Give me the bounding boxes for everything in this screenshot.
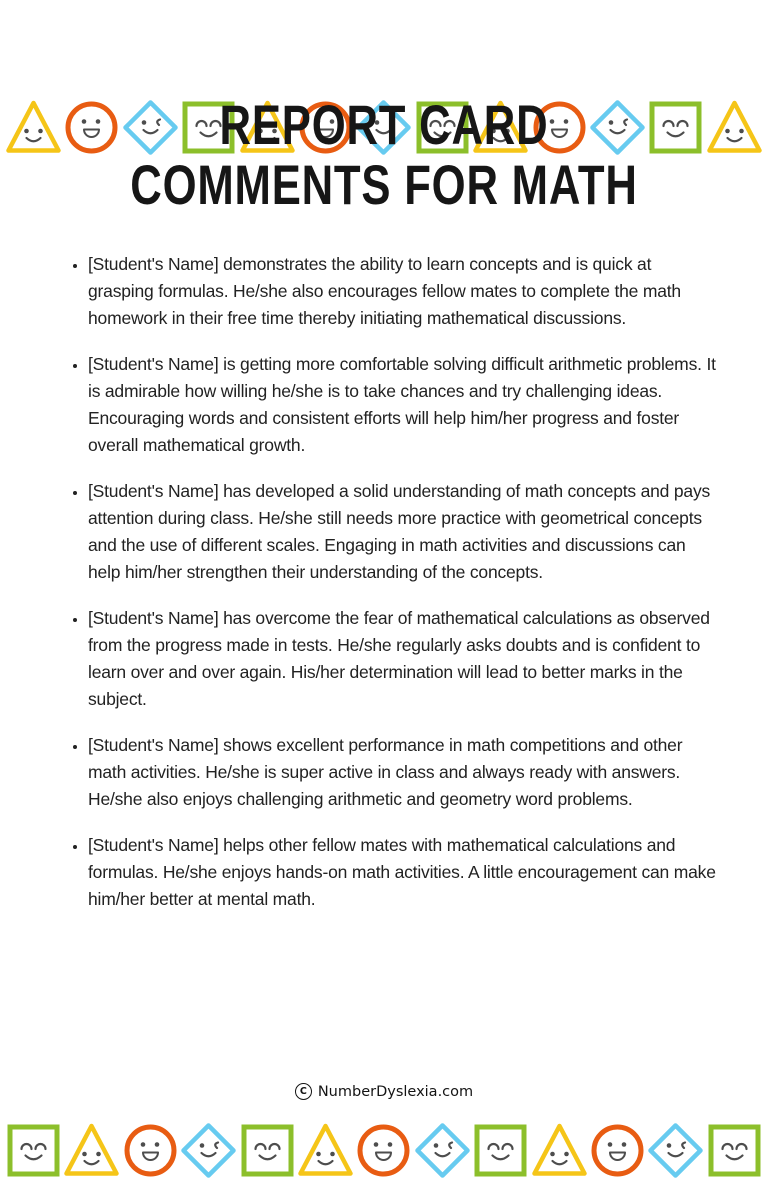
circle-smiley-icon — [589, 1122, 646, 1179]
square-smiley-icon — [472, 1122, 529, 1179]
comment-item: • [Student's Name] helps other fellow mates with mathematical calculations and formulas. He/she enjoys hands-on math activities. A little encouragement can make him/her better at mental math. — [88, 832, 720, 913]
page-title-line2: COMMENTS FOR MATH — [130, 153, 638, 216]
circle-smiley-icon — [355, 1122, 412, 1179]
comment-item: • [Student's Name] is getting more comfortable solving difficult arithmetic problems. It is admirable how willing he/she is to take chances and try challenging ideas. Encouraging words and consistent efforts will help him/her progress and foster overall mathematical growth. — [88, 351, 720, 459]
comment-item: • [Student's Name] has developed a solid understanding of math concepts and pays attention during class. He/she still needs more practice with geometrical concepts and the use of different scales. Engaging in math activities and discussions can help him/her strengthen their understanding of the concepts. — [88, 478, 720, 586]
comment-item: • [Student's Name] has overcome the fear of mathematical calculations as observed from the progress made in tests. He/she regularly asks doubts and is confident to learn over and over again. His/her determination will lead to better marks in the subject. — [88, 605, 720, 713]
comment-item: • [Student's Name] demonstrates the ability to learn concepts and is quick at grasping formulas. He/she also encourages fellow mates to complete the math homework in their free time thereby initiating mathematical discussions. — [88, 251, 720, 332]
circle-smiley-icon — [122, 1122, 179, 1179]
triangle-smiley-icon — [63, 1122, 120, 1179]
comments-list — [0, 251, 768, 913]
diamond-smiley-icon — [647, 1122, 704, 1179]
footer-site-name: NumberDyslexia.com — [317, 1083, 474, 1100]
square-smiley-icon — [239, 1122, 296, 1179]
triangle-smiley-icon — [706, 99, 763, 156]
triangle-smiley-icon — [297, 1122, 354, 1179]
bottom-smiley-border — [0, 1122, 768, 1179]
page-title-line1: REPORT CARD — [219, 93, 549, 156]
diamond-smiley-icon — [414, 1122, 471, 1179]
square-smiley-icon — [5, 1122, 62, 1179]
comment-item: • [Student's Name] shows excellent performance in math competitions and other math activities. He/she is super active in class and always ready with answers. He/she also enjoys challenging arithmetic and geometry word problems. — [88, 732, 720, 813]
page-title — [84, 95, 683, 215]
square-smiley-icon — [706, 1122, 763, 1179]
triangle-smiley-icon — [5, 99, 62, 156]
triangle-smiley-icon — [531, 1122, 588, 1179]
diamond-smiley-icon — [180, 1122, 237, 1179]
copyright-icon: C — [295, 1083, 312, 1100]
